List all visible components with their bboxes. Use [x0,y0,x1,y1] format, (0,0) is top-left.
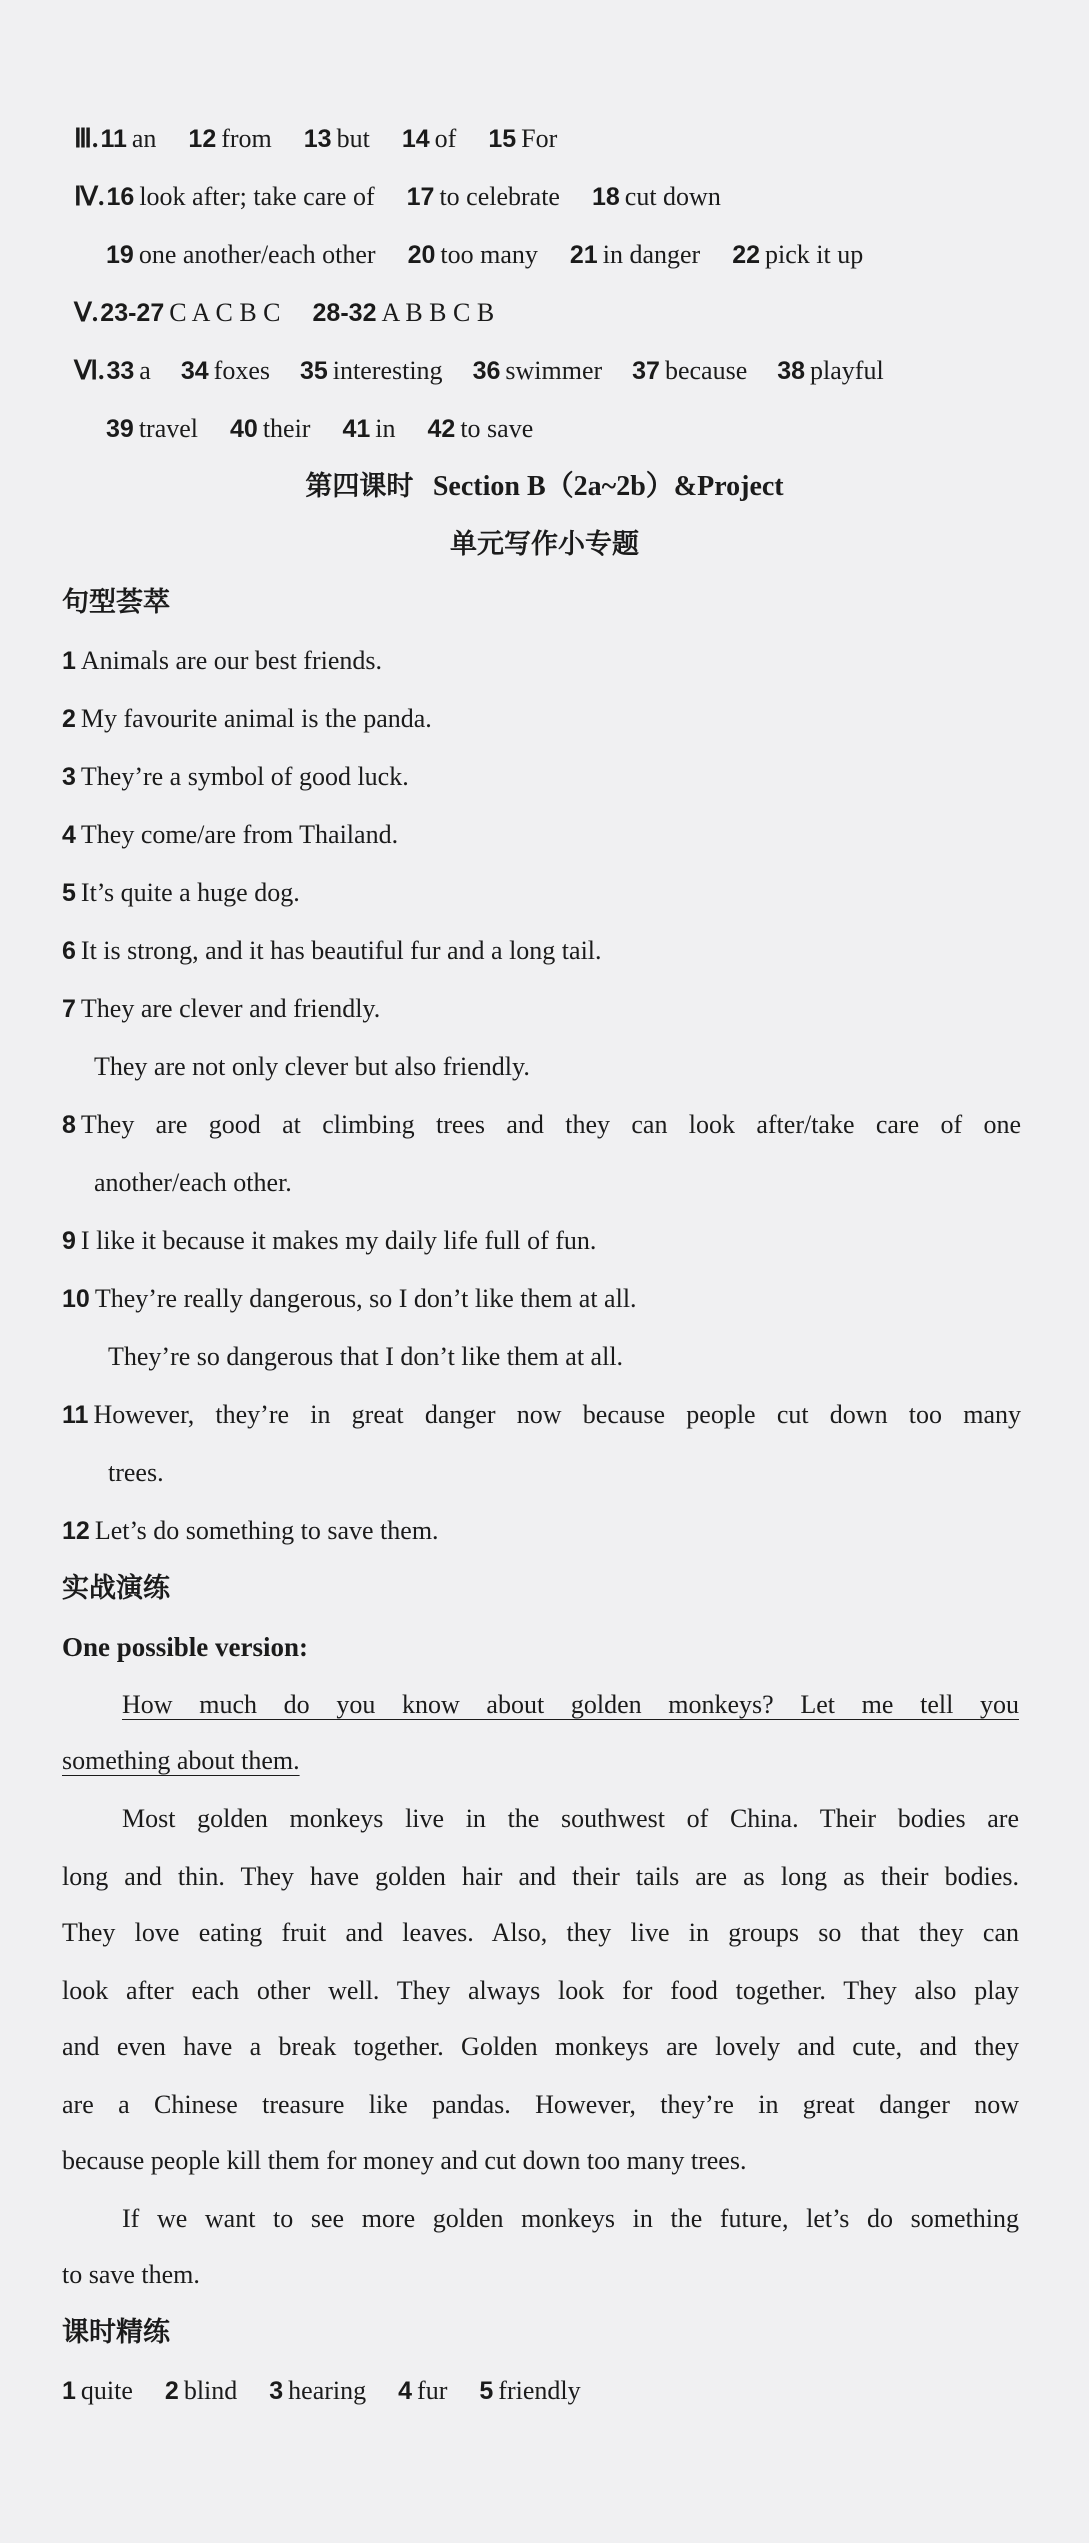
item-number: 12 [188,125,217,153]
section-label: Ⅵ. [74,356,105,385]
item-number: 2 [164,2377,179,2405]
sentence-item: 9 I like it because it makes my daily life full of fun. [62,1226,597,1255]
answers-VI-row-2 [106,412,1019,446]
item-number: 35 [299,357,328,385]
item-answer: hearing [288,2376,367,2405]
item-number: 14 [401,125,430,153]
essay-line: look after each other well. They always look for food together. They also play [62,1976,1019,2005]
sentence-cont: another/each other. [94,1168,292,1197]
answers-IV-row [74,180,1019,214]
sentence-item: 7 They are clever and friendly. [62,994,381,1023]
item-answer: to celebrate [439,182,560,211]
item-answer: interesting [332,356,443,385]
item-number: 38 [777,357,806,385]
item-number: 39 [106,415,134,443]
item-number: 36 [472,357,501,385]
section-heading-drill: 课时精练 [62,2317,170,2348]
section-label: Ⅲ. [74,124,99,153]
section-heading-sentences: 句型荟萃 [62,587,170,618]
item-answer: travel [138,414,198,443]
item-number: 17 [406,183,435,211]
essay-line: something about them. [62,1746,300,1775]
item-number: 42 [427,415,456,443]
section-heading-practice: 实战演练 [62,1573,170,1604]
item-number: 18 [591,183,620,211]
sentence-item: 4 They come/are from Thailand. [62,820,399,849]
item-answer: in [375,414,396,443]
item-number: 23-27 [100,299,165,327]
lesson-title [0,470,1089,504]
item-answer: cut down [624,182,721,211]
item-number: 15 [488,125,517,153]
item-answer: For [521,124,558,153]
sentence-item: 10 They’re really dangerous, so I don’t like them at all. [62,1284,637,1313]
item-answer: of [434,124,457,153]
item-number: 41 [342,415,371,443]
item-answer: blind [183,2376,238,2405]
item-answer: an [131,124,157,153]
essay-line: If we want to see more golden monkeys in the future, let’s do something [122,2204,1019,2233]
item-number: 3 [269,2377,284,2405]
answers-V-row [74,296,1019,330]
item-answer: C A C B C [169,298,281,327]
answers-III-row [74,122,1019,156]
item-answer: too many [440,240,538,269]
item-answer: from [221,124,272,153]
sentence-item: 2 My favourite animal is the panda. [62,704,432,733]
item-number: 33 [106,357,135,385]
item-answer: in danger [602,240,701,269]
essay-line: How much do you know about golden monkeys? Let me tell you [122,1690,1019,1719]
item-number: 20 [407,241,436,269]
item-answer: to save [460,414,534,443]
item-number: 22 [732,241,760,269]
item-number: 21 [569,241,598,269]
sentence-item: 12 Let’s do something to save them. [62,1516,439,1545]
sentence-alt: They are not only clever but also friendly. [94,1052,530,1081]
item-number: 40 [230,415,258,443]
answers-VI-row [74,354,1019,388]
lesson-subtitle: 单元写作小专题 [450,529,639,560]
item-number: 11 [100,125,127,153]
item-answer: swimmer [505,356,603,385]
essay-line: They love eating fruit and leaves. Also, they live in groups so that they can [62,1918,1019,1947]
item-number: 13 [303,125,332,153]
essay-line: because people kill them for money and cut down too many trees. [62,2146,747,2175]
item-answer: a [139,356,151,385]
item-number: 37 [632,357,660,385]
item-answer: but [336,124,370,153]
item-answer: friendly [498,2376,581,2405]
item-number: 28-32 [312,299,377,327]
item-answer: one another/each other [138,240,376,269]
item-answer: pick it up [765,240,864,269]
item-number: 34 [180,357,209,385]
sentence-item: 6 It is strong, and it has beautiful fur and a long tail. [62,936,602,965]
item-answer: because [664,356,748,385]
essay-line: long and thin. They have golden hair and their tails are as long as their bodies. [62,1862,1019,1891]
sentence-item: 1 Animals are our best friends. [62,646,382,675]
item-answer: look after; take care of [139,182,375,211]
item-answer: quite [80,2376,133,2405]
sentence-alt: They’re so dangerous that I don’t like them at all. [108,1342,624,1371]
essay-line: and even have a break together. Golden monkeys are lovely and cute, and they [62,2032,1019,2061]
lesson-title-cn: 第四课时 [305,471,414,502]
item-number: 4 [398,2377,413,2405]
item-answer: playful [810,356,884,385]
item-answer: their [262,414,311,443]
sentence-item: 11 However, they’re in great danger now because people cut down too many [62,1400,1021,1429]
sentence-item: 8 They are good at climbing trees and they can look after/take care of one [62,1110,1021,1139]
essay-line: Most golden monkeys live in the southwest of China. Their bodies are [122,1804,1019,1833]
item-answer: A B B C B [381,298,495,327]
version-label: One possible version: [62,1632,309,1662]
item-number: 16 [106,183,135,211]
answers-IV-row-2 [106,238,1019,272]
sentence-cont: trees. [108,1458,164,1487]
essay-line: to save them. [62,2260,200,2289]
section-label: Ⅳ. [74,182,105,211]
item-answer: foxes [213,356,270,385]
item-answer: fur [417,2376,448,2405]
drill-answers-row [62,2374,1019,2408]
item-number: 19 [106,241,134,269]
item-number: 5 [479,2377,494,2405]
section-label: Ⅴ. [74,298,99,327]
lesson-title-en: Section B（2a~2b）&Project [432,471,784,502]
sentence-item: 5 It’s quite a huge dog. [62,878,300,907]
sentence-item: 3 They’re a symbol of good luck. [62,762,409,791]
item-number: 1 [62,2377,76,2405]
essay-line: are a Chinese treasure like pandas. However, they’re in great danger now [62,2090,1019,2119]
